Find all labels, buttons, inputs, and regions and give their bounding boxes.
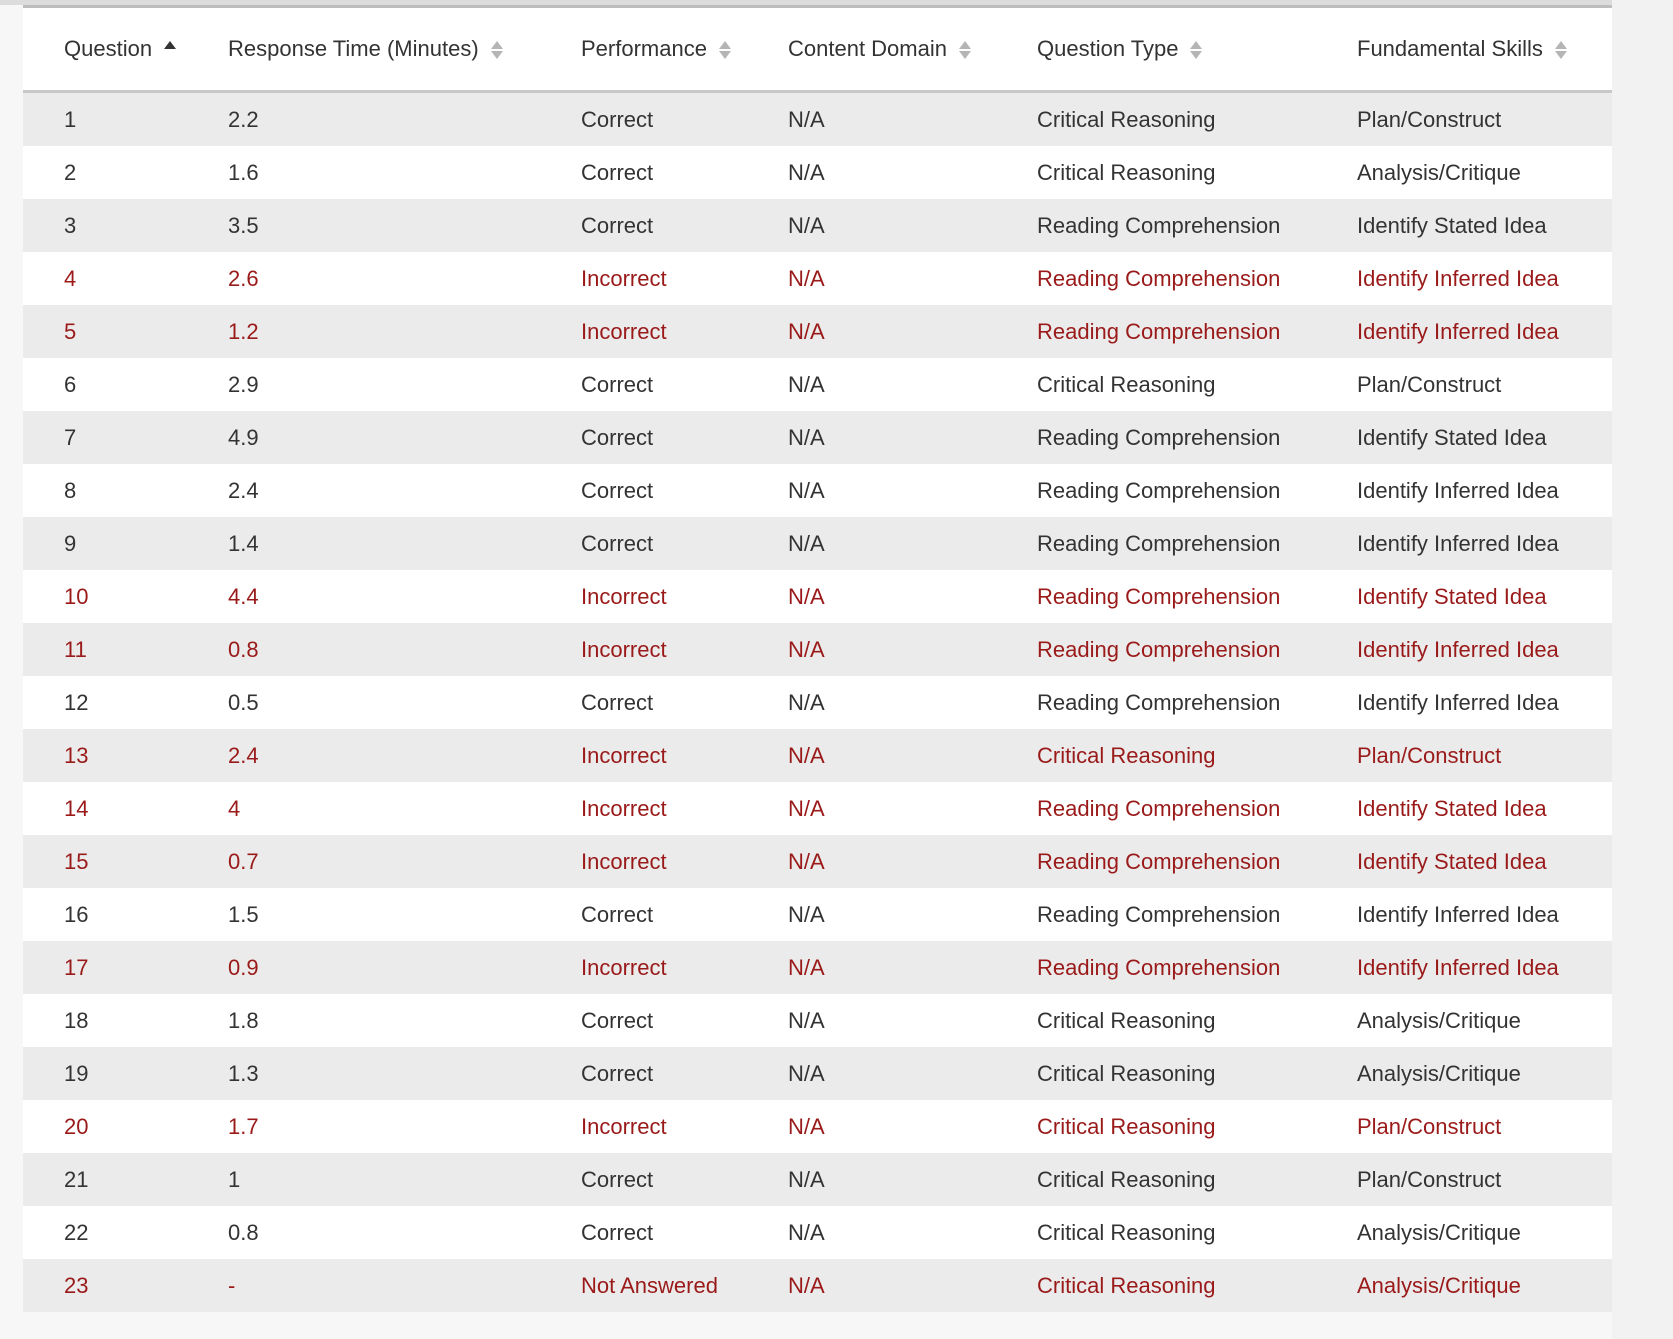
cell-performance: Correct [581,159,654,185]
sort-icon[interactable] [959,40,971,60]
table-row [23,1047,1612,1100]
cell-fundamental-skills: Analysis/Critique [1357,1219,1521,1245]
cell-response-time: 4 [228,795,241,821]
cell-response-time: 1.6 [228,159,259,185]
cell-fundamental-skills: Identify Inferred Idea [1357,941,1612,994]
column-header-label: Performance [581,36,707,61]
cell-performance: Correct [581,1153,788,1206]
cell-fundamental-skills: Identify Stated Idea [1357,795,1547,821]
cell-question-type: Critical Reasoning [1037,1259,1357,1312]
cell-question-type: Critical Reasoning [1037,1007,1216,1033]
results-table-container [23,5,1612,1312]
cell-question: 19 [23,1047,228,1100]
cell-content-domain: N/A [788,1153,1037,1206]
cell-content-domain: N/A [788,795,825,821]
cell-performance: Incorrect [581,623,788,676]
table-row [23,1100,1612,1153]
cell-fundamental-skills: Analysis/Critique [1357,159,1521,185]
column-header-question[interactable] [23,7,228,92]
cell-question-type: Reading Comprehension [1037,689,1281,715]
cell-response-time: 1.4 [228,517,581,570]
cell-fundamental-skills: Plan/Construct [1357,1113,1502,1139]
cell-performance: Correct [581,1219,654,1245]
sort-icon[interactable] [719,40,731,60]
cell-response-time: 0.8 [228,1219,259,1245]
cell-question-type: Reading Comprehension [1037,517,1357,570]
cell-question-type: Critical Reasoning [1037,1153,1357,1206]
cell-response-time: 2.6 [228,265,259,291]
cell-fundamental-skills: Plan/Construct [1357,92,1612,147]
column-header-label: Question [64,36,153,61]
cell-question: 4 [64,265,77,291]
cell-question-type: Critical Reasoning [1037,1113,1216,1139]
cell-response-time: 3.5 [228,199,581,252]
cell-response-time: - [228,1259,581,1312]
cell-fundamental-skills: Analysis/Critique [1357,1047,1612,1100]
cell-question: 20 [64,1113,89,1139]
cell-content-domain: N/A [788,92,1037,147]
cell-question: 7 [23,411,228,464]
cell-performance: Incorrect [581,729,788,782]
cell-performance: Correct [581,411,788,464]
cell-question-type: Reading Comprehension [1037,795,1281,821]
cell-content-domain: N/A [788,159,825,185]
column-header-label: Question Type [1037,36,1179,61]
cell-response-time: 2.9 [228,371,259,397]
table-row [23,1259,1612,1312]
cell-fundamental-skills: Identify Stated Idea [1357,411,1612,464]
cell-question-type: Critical Reasoning [1037,92,1357,147]
cell-performance: Correct [581,371,654,397]
cell-performance: Correct [581,477,654,503]
column-header-label: Content Domain [788,36,947,61]
table-row [23,252,1612,305]
table-header-row [23,7,1612,92]
cell-fundamental-skills: Identify Stated Idea [1357,835,1612,888]
sort-icon[interactable] [1555,40,1567,60]
cell-fundamental-skills: Identify Stated Idea [1357,583,1547,609]
cell-response-time: 1.8 [228,1007,259,1033]
table-row [23,570,1612,623]
cell-question-type: Reading Comprehension [1037,835,1357,888]
cell-response-time: 4.4 [228,583,259,609]
page-margin [1612,0,1673,1339]
column-header-question-type[interactable] [1037,7,1357,92]
cell-fundamental-skills: Identify Inferred Idea [1357,265,1559,291]
cell-question-type: Critical Reasoning [1037,1047,1357,1100]
cell-question: 6 [64,371,77,397]
table-row [23,888,1612,941]
cell-content-domain: N/A [788,623,1037,676]
table-row [23,994,1612,1047]
cell-question-type: Critical Reasoning [1037,729,1357,782]
cell-performance: Incorrect [581,941,788,994]
cell-performance: Correct [581,517,788,570]
cell-question: 2 [64,159,77,185]
cell-question-type: Reading Comprehension [1037,623,1357,676]
cell-question-type: Critical Reasoning [1037,159,1216,185]
table-row [23,464,1612,517]
cell-question-type: Reading Comprehension [1037,583,1281,609]
cell-performance: Incorrect [581,795,667,821]
cell-fundamental-skills: Identify Inferred Idea [1357,623,1612,676]
cell-response-time: 1.5 [228,901,259,927]
table-row [23,1153,1612,1206]
cell-question: 21 [23,1153,228,1206]
cell-question: 23 [23,1259,228,1312]
cell-fundamental-skills: Plan/Construct [1357,371,1502,397]
cell-response-time: 0.5 [228,689,259,715]
cell-response-time: 0.9 [228,941,581,994]
cell-content-domain: N/A [788,371,825,397]
cell-fundamental-skills: Identify Inferred Idea [1357,689,1559,715]
column-header-fundamental-skills[interactable] [1357,7,1612,92]
cell-fundamental-skills: Plan/Construct [1357,1153,1612,1206]
table-row [23,199,1612,252]
table-row [23,782,1612,835]
cell-performance: Correct [581,92,788,147]
cell-response-time: 1.7 [228,1113,259,1139]
table-row [23,623,1612,676]
cell-performance: Incorrect [581,1113,667,1139]
cell-response-time: 2.4 [228,477,259,503]
cell-question: 14 [64,795,89,821]
cell-response-time: 1 [228,1153,581,1206]
cell-content-domain: N/A [788,265,825,291]
table-row [23,146,1612,199]
cell-fundamental-skills: Identify Stated Idea [1357,199,1612,252]
cell-performance: Correct [581,1047,788,1100]
cell-question: 18 [64,1007,89,1033]
cell-fundamental-skills: Plan/Construct [1357,729,1612,782]
cell-question-type: Reading Comprehension [1037,901,1281,927]
cell-content-domain: N/A [788,305,1037,358]
table-row [23,358,1612,411]
cell-question-type: Reading Comprehension [1037,305,1357,358]
cell-performance: Incorrect [581,835,788,888]
cell-question-type: Critical Reasoning [1037,1219,1216,1245]
cell-performance: Correct [581,199,788,252]
table-row [23,729,1612,782]
cell-question: 17 [23,941,228,994]
cell-question-type: Reading Comprehension [1037,411,1357,464]
cell-question: 3 [23,199,228,252]
cell-content-domain: N/A [788,411,1037,464]
cell-question: 8 [64,477,77,503]
cell-content-domain: N/A [788,1113,825,1139]
cell-content-domain: N/A [788,835,1037,888]
column-header-response-time[interactable] [228,7,581,92]
cell-question: 12 [64,689,89,715]
cell-response-time: 2.4 [228,729,581,782]
column-header-performance[interactable] [581,7,788,92]
cell-question-type: Reading Comprehension [1037,265,1281,291]
cell-performance: Correct [581,689,654,715]
cell-response-time: 1.3 [228,1047,581,1100]
cell-question-type: Reading Comprehension [1037,477,1281,503]
cell-content-domain: N/A [788,199,1037,252]
cell-content-domain: N/A [788,941,1037,994]
cell-response-time: 0.7 [228,835,581,888]
cell-question: 9 [23,517,228,570]
sort-icon[interactable] [1190,40,1202,60]
cell-content-domain: N/A [788,517,1037,570]
cell-content-domain: N/A [788,477,825,503]
table-row [23,411,1612,464]
cell-fundamental-skills: Analysis/Critique [1357,1259,1612,1312]
cell-performance: Not Answered [581,1259,788,1312]
cell-content-domain: N/A [788,901,825,927]
cell-content-domain: N/A [788,1047,1037,1100]
cell-question: 5 [23,305,228,358]
table-body [23,92,1612,1313]
cell-question: 10 [64,583,89,609]
sort-icon[interactable] [491,40,503,60]
cell-performance: Correct [581,1007,654,1033]
cell-fundamental-skills: Identify Inferred Idea [1357,477,1559,503]
table-row [23,1206,1612,1259]
cell-content-domain: N/A [788,1007,825,1033]
cell-fundamental-skills: Identify Inferred Idea [1357,305,1612,358]
cell-fundamental-skills: Identify Inferred Idea [1357,517,1612,570]
column-header-label: Response Time (Minutes) [228,36,479,61]
cell-question: 22 [64,1219,89,1245]
cell-response-time: 0.8 [228,623,581,676]
cell-question: 13 [23,729,228,782]
question-results-table [23,5,1612,1312]
table-row [23,941,1612,994]
cell-question: 11 [23,623,228,676]
cell-content-domain: N/A [788,583,825,609]
cell-content-domain: N/A [788,729,1037,782]
table-row [23,676,1612,729]
table-row [23,835,1612,888]
cell-performance: Incorrect [581,583,667,609]
cell-question-type: Reading Comprehension [1037,199,1357,252]
cell-performance: Incorrect [581,265,667,291]
cell-content-domain: N/A [788,1219,825,1245]
column-header-content-domain[interactable] [788,7,1037,92]
table-row [23,305,1612,358]
cell-fundamental-skills: Analysis/Critique [1357,1007,1521,1033]
cell-content-domain: N/A [788,1259,1037,1312]
cell-question-type: Critical Reasoning [1037,371,1216,397]
table-row [23,517,1612,570]
column-header-label: Fundamental Skills [1357,36,1543,61]
cell-question-type: Reading Comprehension [1037,941,1357,994]
cell-question: 1 [23,92,228,147]
cell-response-time: 2.2 [228,92,581,147]
cell-fundamental-skills: Identify Inferred Idea [1357,901,1559,927]
cell-performance: Correct [581,901,654,927]
table-row [23,92,1612,147]
cell-content-domain: N/A [788,689,825,715]
cell-question: 15 [23,835,228,888]
cell-performance: Incorrect [581,305,788,358]
cell-response-time: 4.9 [228,411,581,464]
cell-response-time: 1.2 [228,305,581,358]
cell-question: 16 [64,901,89,927]
sort-ascending-icon[interactable] [164,40,176,52]
